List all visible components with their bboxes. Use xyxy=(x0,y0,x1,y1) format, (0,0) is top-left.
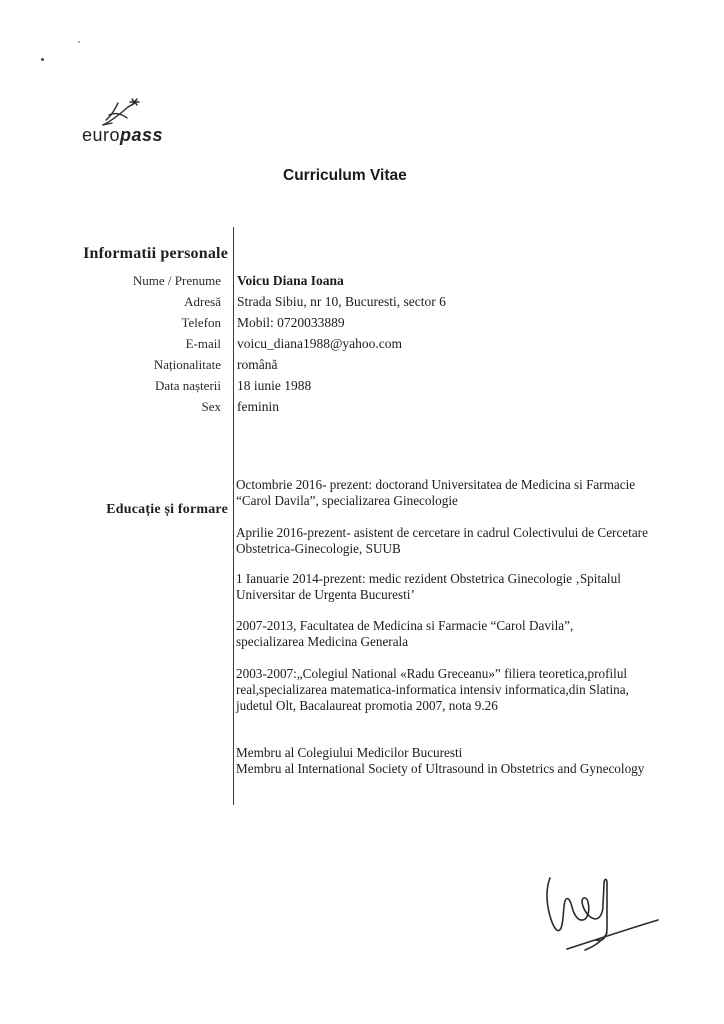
field-row-phone xyxy=(0,312,724,333)
memberships-block xyxy=(236,745,694,777)
education-entry-highschool xyxy=(236,666,694,714)
education-entry-resident xyxy=(236,571,694,603)
field-row-birthdate xyxy=(0,375,724,396)
field-row-name xyxy=(0,270,724,291)
field-value: 18 iunie 1988 xyxy=(237,378,312,393)
edu-line: Obstetrica-Ginecologie, SUUB xyxy=(236,540,401,556)
edu-line: 1 Ianuarie 2014-prezent: medic rezident Obstetrica Ginecologie ‚Spitalul xyxy=(236,570,621,586)
field-label: Data nașterii xyxy=(154,378,221,393)
field-value: Voicu Diana Ioana xyxy=(237,273,344,288)
edu-line: “Carol Davila”, specializarea Ginecologie xyxy=(236,492,458,508)
europass-wordmark-euro: euro xyxy=(82,125,121,145)
edu-line: real,specializarea matematica-informatica intensiv informatica,din Slatina, xyxy=(236,682,629,698)
edu-line: specializarea Medicina Generala xyxy=(236,634,409,650)
education-entry-research-assistant xyxy=(236,525,694,557)
scan-speck xyxy=(41,58,44,61)
europass-bird-icon xyxy=(96,96,144,128)
field-row-address xyxy=(0,291,724,312)
membership-line: Membru al Colegiului Medicilor Bucuresti xyxy=(236,744,463,760)
edu-line: Octombrie 2016- prezent: doctorand Universitatea de Medicina si Farmacie xyxy=(236,477,636,492)
field-row-sex xyxy=(0,396,724,417)
edu-line: 2007-2013, Facultatea de Medicina si Farmacie “Carol Davila”, xyxy=(236,618,574,634)
education-entry-phd xyxy=(236,477,694,509)
field-label: E-mail xyxy=(185,336,221,351)
field-label: Sex xyxy=(201,399,221,414)
field-value: voicu_diana1988@yahoo.com xyxy=(237,336,403,351)
field-label: Telefon xyxy=(181,315,221,330)
edu-line: Aprilie 2016-prezent- asistent de cercetare in cadrul Colectivului de Cercetare xyxy=(236,524,648,540)
field-label: Nume / Prenume xyxy=(132,273,221,288)
field-label: Naționalitate xyxy=(153,357,221,372)
field-value: Mobil: 0720033889 xyxy=(237,315,345,330)
edu-line: Universitar de Urgenta Bucuresti’ xyxy=(236,586,415,602)
section-heading-personal-info: Informatii personale xyxy=(83,245,228,262)
scan-speck xyxy=(78,41,80,43)
europass-wordmark xyxy=(82,125,192,146)
education-column xyxy=(236,477,694,777)
education-entry-university xyxy=(236,618,694,650)
field-value: feminin xyxy=(237,399,279,414)
edu-line: judetul Olt, Bacalaureat promotia 2007, nota 9.26 xyxy=(236,698,498,714)
section-heading-education: Educație și formare xyxy=(106,502,228,517)
field-value: Strada Sibiu, nr 10, Bucuresti, sector 6 xyxy=(237,294,446,309)
field-row-email xyxy=(0,333,724,354)
membership-line: Membru al International Society of Ultrasound in Obstetrics and Gynecology xyxy=(236,760,645,776)
field-row-nationality xyxy=(0,354,724,375)
document-title: Curriculum Vitae xyxy=(283,167,407,184)
field-label: Adresă xyxy=(184,294,221,309)
field-value: română xyxy=(237,357,278,372)
europass-wordmark-pass: pass xyxy=(120,125,164,145)
handwritten-signature xyxy=(537,871,672,961)
europass-logo xyxy=(82,96,192,146)
edu-line: 2003-2007:„Colegiul National «Radu Greceanu»” filiera teoretica,profilul xyxy=(236,666,628,682)
personal-fields xyxy=(0,270,724,417)
